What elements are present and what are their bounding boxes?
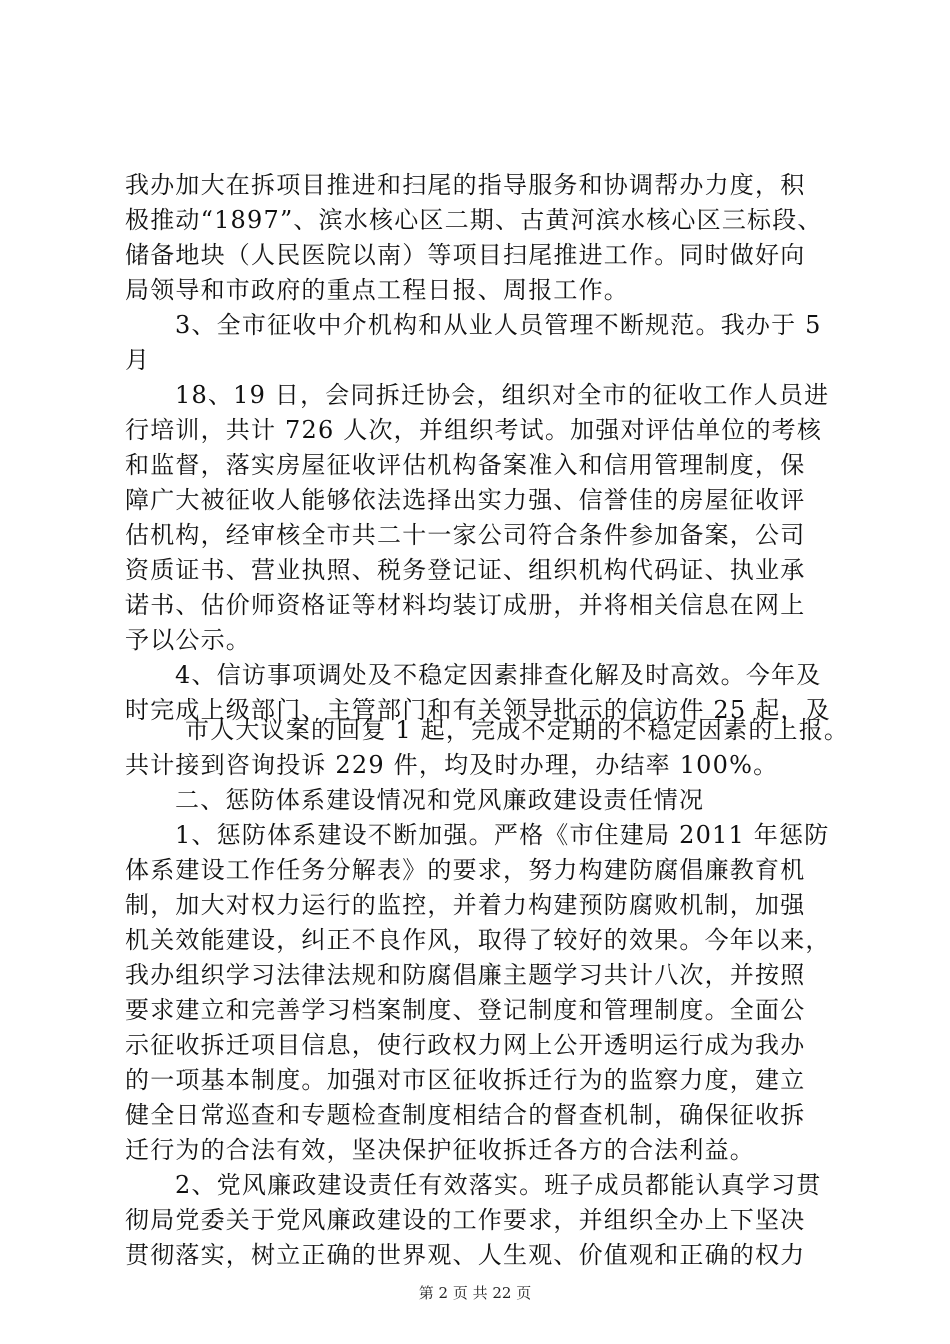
text-line: 资质证书、营业执照、税务登记证、组织机构代码证、执业承 (125, 556, 806, 584)
text-line: 诺书、估价师资格证等材料均装订成册，并将相关信息在网上 (125, 591, 806, 619)
text-line: 制，加大对权力运行的监控，并着力构建预防腐败机制，加强 (125, 891, 806, 919)
page-footer: 第 2 页 共 22 页 (418, 1284, 532, 1302)
text-line: 要求建立和完善学习档案制度、登记制度和管理制度。全面公 (125, 996, 806, 1024)
text-line: 时完成上级部门、主管部门和有关领导批示的信访件 25 起，及 (125, 696, 831, 724)
paragraph-start-3: 3、全市征收中介机构和从业人员管理不断规范。我办于 5 (175, 311, 822, 339)
text-line: 共计接到咨询投诉 229 件，均及时办理，办结率 100%。 (125, 751, 779, 779)
text-line: 极推动“1897”、滨水核心区二期、古黄河滨水核心区三标段、 (125, 206, 823, 234)
text-line: 我办组织学习法律法规和防腐倡廉主题学习共计八次，并按照 (125, 961, 806, 989)
text-line: 示征收拆迁项目信息，使行政权力网上公开透明运行成为我办 (125, 1031, 806, 1059)
text-line: 障广大被征收人能够依法选择出实力强、信誉佳的房屋征收评 (125, 486, 806, 514)
text-line: 机关效能建设，纠正不良作风，取得了较好的效果。今年以来， (125, 926, 831, 954)
text-line: 局领导和市政府的重点工程日报、周报工作。 (125, 276, 629, 304)
text-line: 储备地块（人民医院以南）等项目扫尾推进工作。同时做好向 (125, 241, 806, 269)
text-line: 贯彻落实，树立正确的世界观、人生观、价值观和正确的权力 (125, 1241, 806, 1269)
text-line: 体系建设工作任务分解表》的要求，努力构建防腐倡廉教育机 (125, 856, 806, 884)
section-heading: 二、惩防体系建设情况和党风廉政建设责任情况 (175, 786, 705, 814)
text-line: 健全日常巡查和专题检查制度相结合的督查机制，确保征收拆 (125, 1101, 806, 1129)
text-line: 迁行为的合法有效，坚决保护征收拆迁各方的合法利益。 (125, 1136, 755, 1164)
text-line: 市人大议案的回复 1 起，完成不定期的不稳定因素的上报。 (185, 716, 850, 744)
text-line: 彻局党委关于党风廉政建设的工作要求，并组织全办上下坚决 (125, 1206, 806, 1234)
paragraph-start-4: 4、信访事项调处及不稳定因素排查化解及时高效。今年及 (175, 661, 822, 689)
text-line: 予以公示。 (125, 626, 251, 654)
text-line: 我办加大在拆项目推进和扫尾的指导服务和协调帮办力度，积 (125, 171, 806, 199)
text-line: 月 (125, 346, 151, 374)
paragraph-start-1: 1、惩防体系建设不断加强。严格《市住建局 2011 年惩防 (175, 821, 830, 849)
text-line: 估机构，经审核全市共二十一家公司符合条件参加备案，公司 (125, 521, 806, 549)
paragraph-start-2: 2、党风廉政建设责任有效落实。班子成员都能认真学习贯 (175, 1171, 822, 1199)
text-line: 的一项基本制度。加强对市区征收拆迁行为的监察力度，建立 (125, 1066, 806, 1094)
text-line: 行培训，共计 726 人次，并组织考试。加强对评估单位的考核 (125, 416, 823, 444)
text-line: 18、19 日，会同拆迁协会，组织对全市的征收工作人员进 (175, 381, 830, 409)
text-line: 和监督，落实房屋征收评估机构备案准入和信用管理制度，保 (125, 451, 806, 479)
